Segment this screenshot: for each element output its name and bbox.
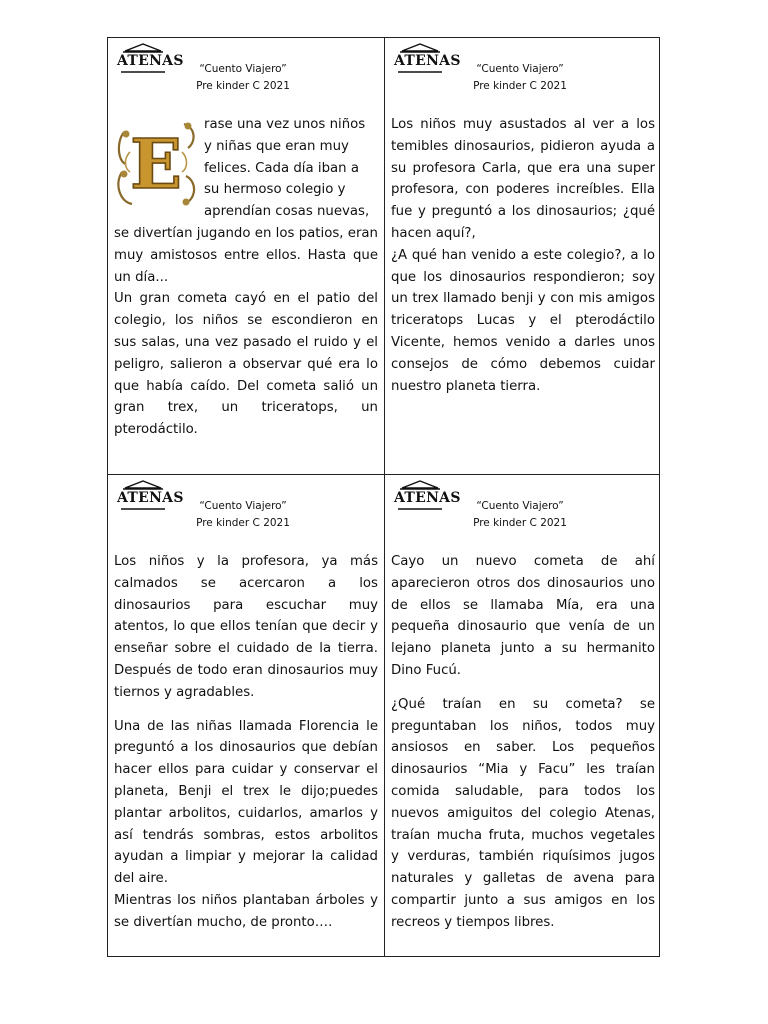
atenas-logo <box>117 479 184 513</box>
logo-text: ATENAS <box>394 53 461 69</box>
story-card-1 <box>108 38 384 474</box>
story-card-3 <box>108 475 384 958</box>
dropcap-letter: E <box>130 125 182 205</box>
wrap-line-2: y niñas que eran muy <box>204 138 349 154</box>
story-subtitle: Pre kinder C 2021 <box>473 80 567 92</box>
story-subtitle: Pre kinder C 2021 <box>196 80 290 92</box>
page-3-text <box>114 551 378 934</box>
story-title: “Cuento Viajero” <box>476 63 564 75</box>
page-1-text <box>114 114 378 441</box>
wrap-line-3: felices. Cada día iban a <box>204 160 359 176</box>
page-4-text <box>391 551 655 934</box>
story-card-2 <box>385 38 661 474</box>
story-subtitle: Pre kinder C 2021 <box>196 517 290 529</box>
logo-text: ATENAS <box>117 53 184 69</box>
page-4-paragraph-1: Cayo un nuevo cometa de ahí aparecieron otros dos dinosaurios uno de ellos se llamaba Mía, era una pequeña dinosaurio que venía de un lejano planeta junto a su hermanito Dino Fucú. <box>391 554 655 678</box>
page-3-paragraph-1: Los niños y la profesora, ya más calmados se acercaron a los dinosaurios para escuchar muy atentos, lo que ellos tenían que decir y enseñar sobre el cuidado de la tierra. Después de todo eran dinosaurios muy tiernos y agradables. <box>114 554 378 700</box>
story-subtitle: Pre kinder C 2021 <box>473 517 567 529</box>
page-3-paragraph-2: Una de las niñas llamada Florencia le preguntó a los dinosaurios que debían hacer ellos para cuidar y conservar el planeta, Benji el trex le dijo;puedes plantar arbolitos, cuidarlos, amarlos y así tendrás sombras, estos arbolitos ayudan a limpiar y mejorar la calidad del aire. <box>114 718 378 887</box>
atenas-logo <box>394 42 461 76</box>
page-2-paragraph-2: ¿A qué han venido a este colegio?, a lo que los dinosaurios respondieron; soy un trex llamado benji y con mis amigos triceratops Lucas y el pterodáctilo Vicente, hemos venido a darles unos consejos de cómo debemos cuidar nuestro planeta tierra. <box>391 247 655 394</box>
atenas-logo <box>394 479 461 513</box>
page-1-paragraph-1: se divertían jugando en los patios, eran muy amistosos entre ellos. Hasta que un día... <box>114 225 378 285</box>
wrap-line-1: rase una vez unos niños <box>204 117 366 132</box>
logo-text: ATENAS <box>394 490 461 506</box>
story-title: “Cuento Viajero” <box>199 63 287 75</box>
page-3-paragraph-3: Mientras los niños plantaban árboles y se divertían mucho, de pronto…. <box>114 892 378 930</box>
atenas-logo <box>117 42 184 76</box>
ornate-dropcap-e <box>114 112 198 212</box>
wrap-line-4: su hermoso colegio y <box>204 182 346 198</box>
story-card-4 <box>385 475 661 958</box>
logo-text: ATENAS <box>117 490 184 506</box>
page-4-paragraph-2: ¿Qué traían en su cometa? se preguntaban los niños, todos muy ansiosos en saber. Los pequeños dinosaurios “Mia y Facu” les traían comida saludable, para todos los nuevos amiguitos del colegio Atenas, traían mucha fruta, muchos vegetales y verduras, también riquísimos jugos naturales y galletas de avena para compartir junto a sus amigos en los recreos y tiempos libres. <box>391 696 655 930</box>
wrap-line-5: aprendían cosas nuevas, <box>204 204 370 220</box>
story-title: “Cuento Viajero” <box>476 500 564 512</box>
page-2-text <box>391 114 655 397</box>
page-1-paragraph-2: Un gran cometa cayó en el patio del colegio, los niños se escondieron en sus salas, una vez pasado el ruido y el peligro, salieron a observar qué era lo que había caído. Del cometa salió un gran trex, un triceratops, un pterodáctilo. <box>114 291 378 438</box>
story-card-grid <box>107 37 660 957</box>
page-2-paragraph-1: Los niños muy asustados al ver a los temibles dinosaurios, pidieron ayuda a su profesora Carla, que era una super profesora, con poderes increíbles. Ella fue y preguntó a los dinosaurios; ¿qué hacen aquí?, <box>391 117 655 241</box>
story-title: “Cuento Viajero” <box>199 500 287 512</box>
